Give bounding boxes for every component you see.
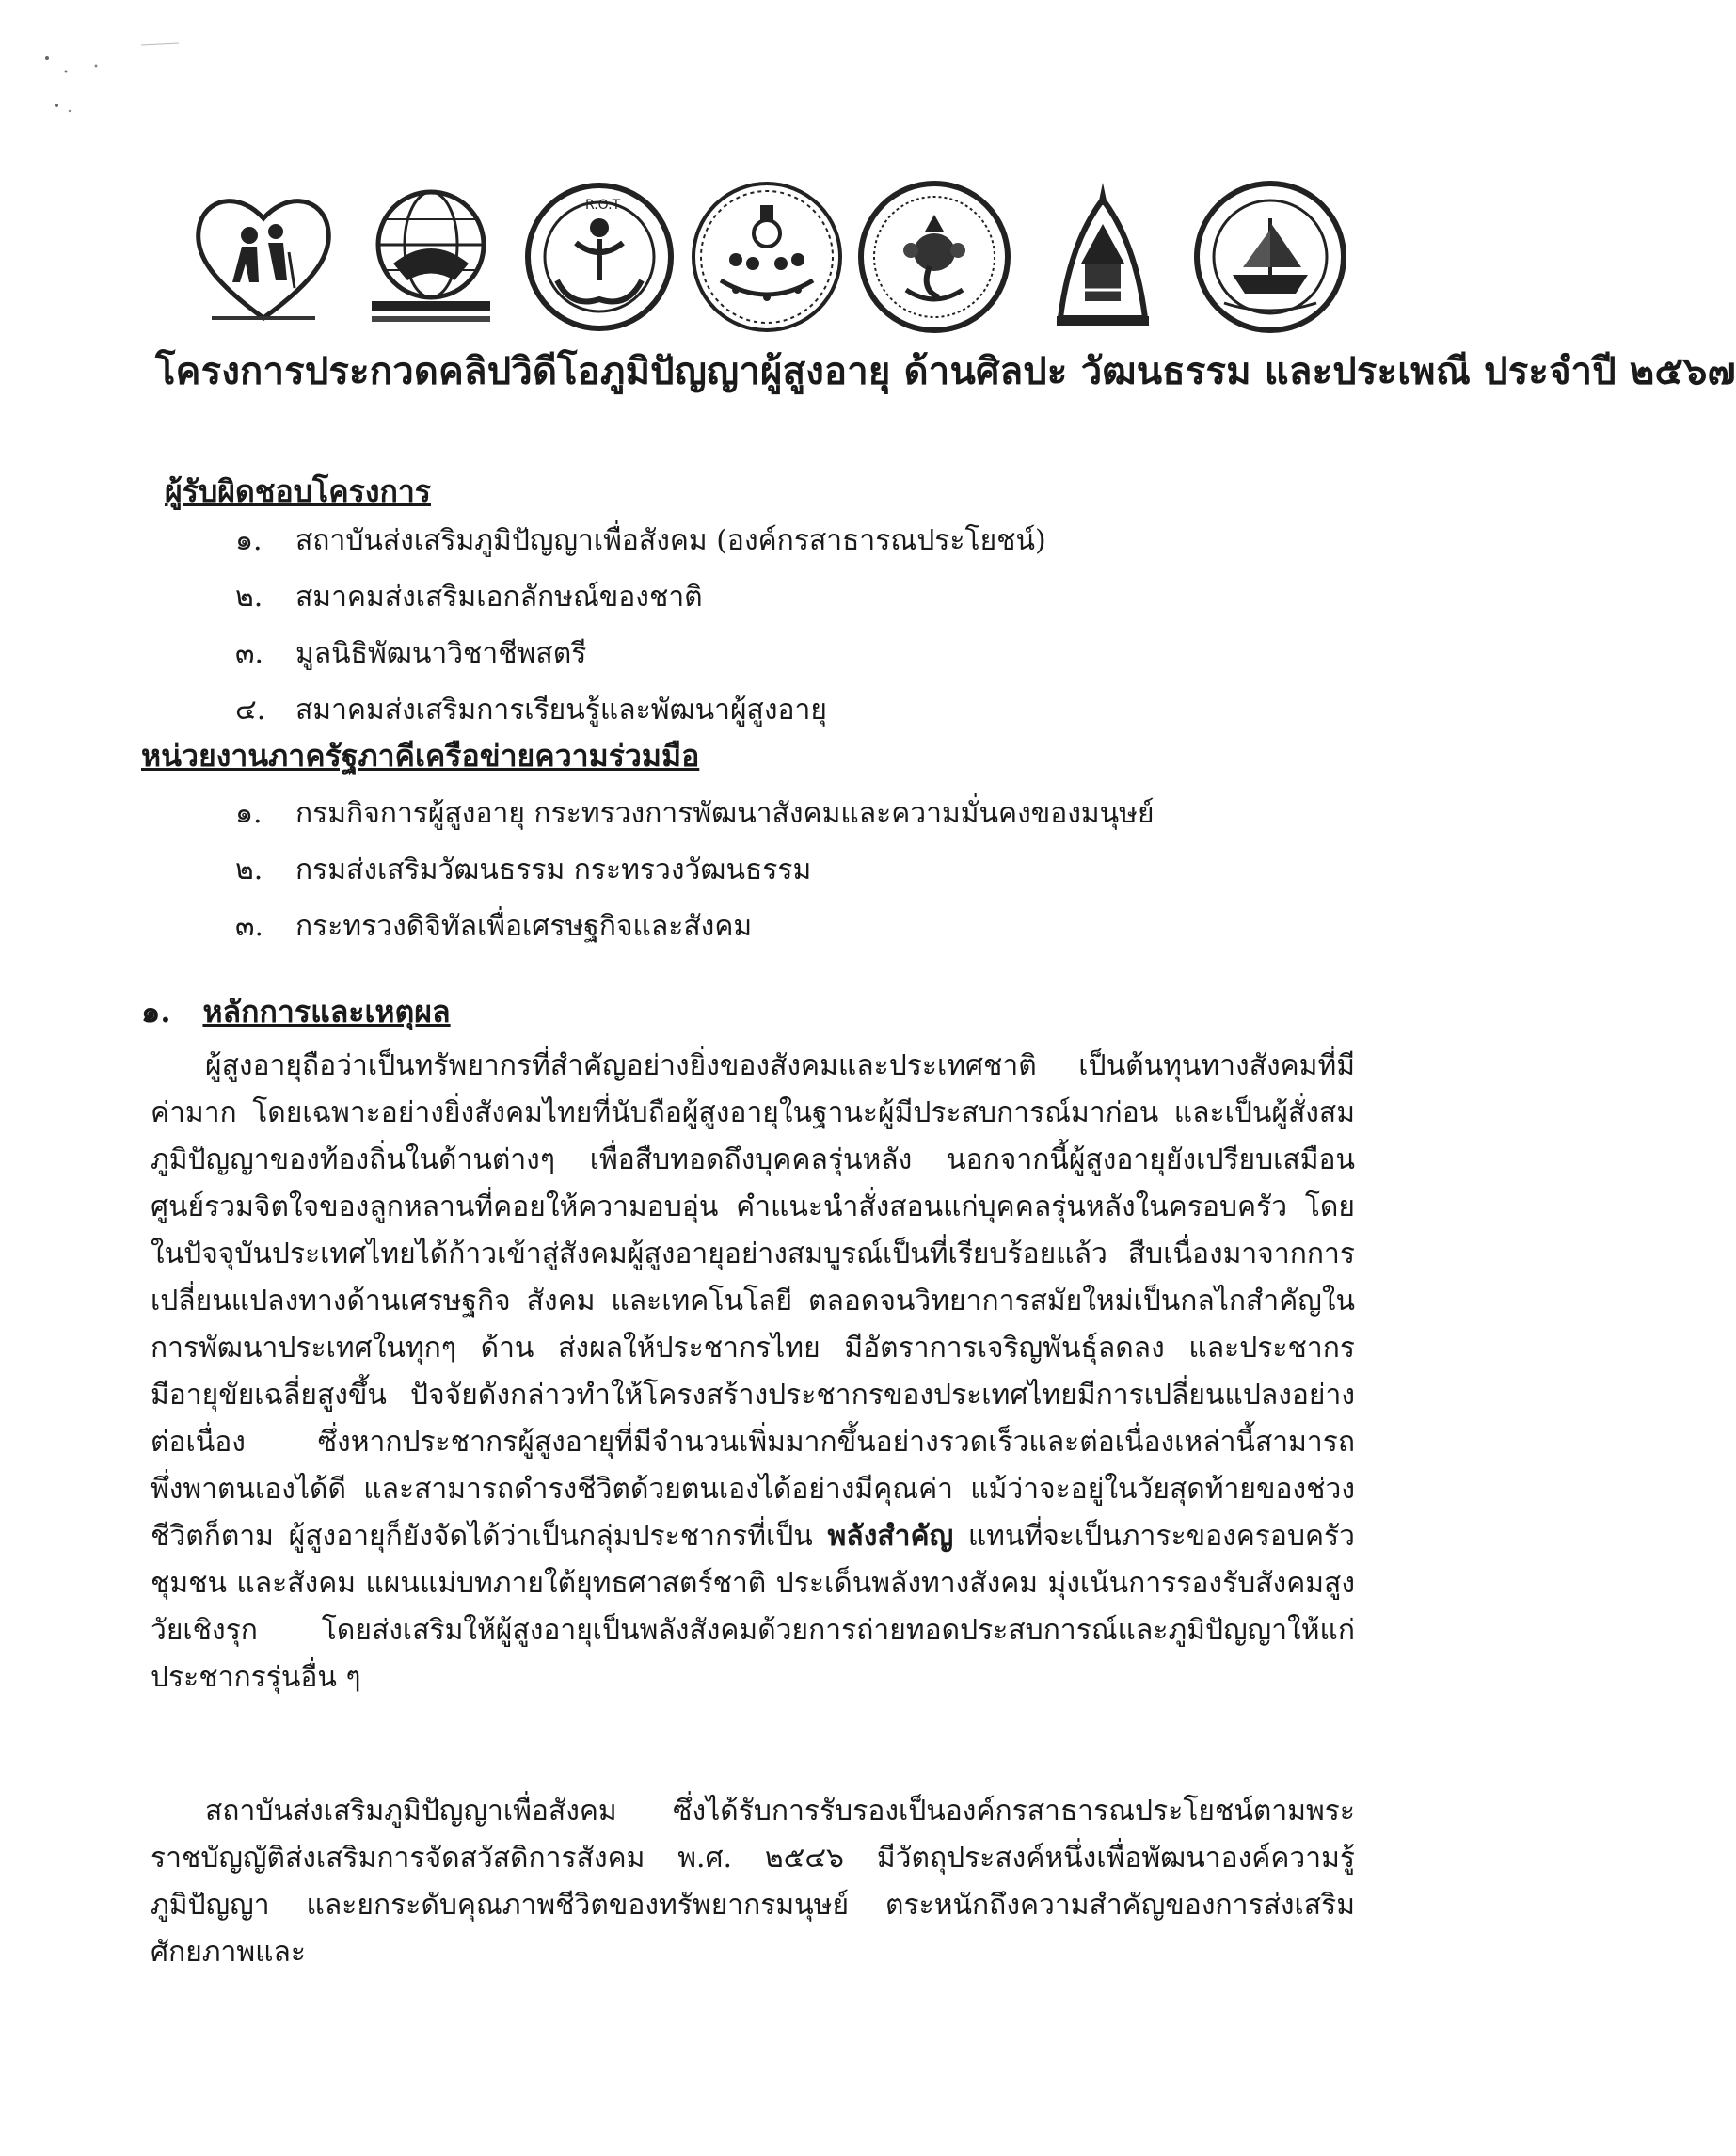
item-text: สมาคมส่งเสริมการเรียนรู้และพัฒนาผู้สูงอายุ bbox=[295, 694, 827, 727]
dotted-emblem-seal-logo bbox=[687, 177, 847, 337]
list-item bbox=[235, 847, 1155, 894]
paragraph-text: แทนที่จะเป็นภาระของครอบครัว ชุมชน และสังคม แผนแม่บทภายใต้ยุทธศาสตร์ชาติ ประเด็นพลังทางสังคม มุ่งเน้นการรองรับสังคมสูงวัยเชิงรุก โดยส่งเสริมให้ผู้สูงอายุเป็นพลังสังคมด้วยการถ่ายทอดประสบการณ์และภูมิปัญญาให้แก่ประชากรรุ่นอื่น ๆ bbox=[151, 1520, 1356, 1694]
principles-heading bbox=[141, 988, 451, 1036]
logo-row bbox=[183, 168, 1350, 346]
item-number: ๓. bbox=[235, 910, 264, 943]
partners-heading: หน่วยงานภาครัฐภาคีเครือข่ายความร่วมมือ bbox=[141, 738, 700, 774]
item-text: กระทรวงดิจิทัลเพื่อเศรษฐกิจและสังคม bbox=[295, 910, 753, 943]
svg-text:R.O.T: R.O.T bbox=[584, 198, 620, 213]
list-item bbox=[235, 903, 1155, 950]
item-text: กรมกิจการผู้สูงอายุ กระทรวงการพัฒนาสังคมและความมั่นคงของมนุษย์ bbox=[295, 797, 1155, 830]
page-title: โครงการประกวดคลิปวิดีโอภูมิปัญญาผู้สูงอายุ ด้านศิลปะ วัฒนธรรม และประเพณี ประจำปี ๒๕๖๗ bbox=[155, 349, 1736, 393]
elderly-heart-logo bbox=[183, 177, 343, 337]
item-number: ๑. bbox=[235, 524, 263, 557]
item-text: สมาคมส่งเสริมเอกลักษณ์ของชาติ bbox=[295, 581, 703, 614]
item-number: ๑. bbox=[235, 797, 263, 830]
paragraph-text: สถาบันส่งเสริมภูมิปัญญาเพื่อสังคม ซึ่งได้รับการรับรองเป็นองค์กรสาธารณประโยชน์ตามพระราชบัญญัติส่งเสริมการจัดสวัสดิการสังคม พ.ศ. ๒๕๔๖ มีวัตถุประสงค์หนึ่งเพื่อพัฒนาองค์ความรู้ ภูมิปัญญา และยกระดับคุณภาพชีวิตของทรัพยากรมนุษย์ ตระหนักถึงความสำคัญของการส่งเสริมศักยภาพและ bbox=[151, 1795, 1355, 1969]
principles-paragraph-2 bbox=[151, 1788, 1355, 1976]
emphasis-text: พลังสำคัญ bbox=[827, 1520, 954, 1553]
list-item bbox=[235, 791, 1155, 838]
section-title: หลักการและเหตุผล bbox=[202, 994, 451, 1030]
globe-handshake-logo bbox=[351, 177, 511, 337]
list-item bbox=[235, 574, 1046, 621]
thai-pavilion-logo bbox=[1023, 177, 1183, 337]
hands-figure-seal-logo bbox=[519, 177, 679, 337]
item-number: ๒. bbox=[235, 854, 263, 886]
ganesha-seal-logo bbox=[854, 177, 1014, 337]
partners-list bbox=[235, 791, 1155, 950]
list-item bbox=[235, 631, 1046, 678]
section-number: ๑. bbox=[141, 994, 171, 1030]
list-item bbox=[235, 687, 1046, 734]
item-number: ๒. bbox=[235, 581, 263, 614]
item-text: กรมส่งเสริมวัฒนธรรม กระทรวงวัฒนธรรม bbox=[295, 854, 812, 886]
item-number: ๔. bbox=[235, 694, 266, 727]
principles-paragraph-1 bbox=[151, 1043, 1355, 1701]
item-text: มูลนิธิพัฒนาวิชาชีพสตรี bbox=[295, 637, 587, 670]
responsible-list bbox=[235, 518, 1046, 734]
responsible-heading: ผู้รับผิดชอบโครงการ bbox=[165, 473, 431, 509]
paragraph-text: ผู้สูงอายุถือว่าเป็นทรัพยากรที่สำคัญอย่างยิ่งของสังคมและประเทศชาติ เป็นต้นทุนทางสังคมที่มีค่ามาก โดยเฉพาะอย่างยิ่งสังคมไทยที่นับถือผู้สูงอายุในฐานะผู้มีประสบการณ์มาก่อน และเป็นผู้สั่งสมภูมิปัญญาของท้องถิ่นในด้านต่างๆ เพื่อสืบทอดถึงบุคคลรุ่นหลัง นอกจากนี้ผู้สูงอายุยังเปรียบเสมือนศูนย์รวมจิตใจของลูกหลานที่คอยให้ความอบอุ่น คำแนะนำสั่งสอนแก่บุคคลรุ่นหลังในครอบครัว โดยในปัจจุบันประเทศไทยได้ก้าวเข้าสู่สังคมผู้สูงอายุอย่างสมบูรณ์เป็นที่เรียบร้อยแล้ว สืบเนื่องมาจากการเปลี่ยนแปลงทางด้านเศรษฐกิจ สังคม และเทคโนโลยี ตลอดจนวิทยาการสมัยใหม่เป็นกลไกสำคัญในการพัฒนาประเทศในทุกๆ ด้าน ส่งผลให้ประชากรไทย มีอัตราการเจริญพันธุ์ลดลง และประชากรมีอายุขัยเฉลี่ยสูงขึ้น ปัจจัยดังกล่าวทำให้โครงสร้างประชากรของประเทศไทยมีการเปลี่ยนแปลงอย่างต่อเนื่อง ซึ่งหากประชากรผู้สูงอายุที่มีจำนวนเพิ่มมากขึ้นอย่างรวดเร็วและต่อเนื่องเหล่านี้สามารถพึ่งพาตนเองได้ดี และสามารถดำรงชีวิตด้วยตนเองได้อย่างมีคุณค่า แม้ว่าจะอยู่ในวัยสุดท้ายของช่วงชีวิตก็ตาม ผู้สูงอายุก็ยังจัดได้ว่าเป็นกลุ่มประชากรที่เป็น bbox=[151, 1049, 1355, 1553]
ship-seal-logo bbox=[1190, 177, 1350, 337]
item-number: ๓. bbox=[235, 637, 264, 670]
scan-specks bbox=[38, 38, 188, 122]
list-item bbox=[235, 518, 1046, 565]
item-text: สถาบันส่งเสริมภูมิปัญญาเพื่อสังคม (องค์กรสาธารณประโยชน์) bbox=[295, 524, 1046, 557]
